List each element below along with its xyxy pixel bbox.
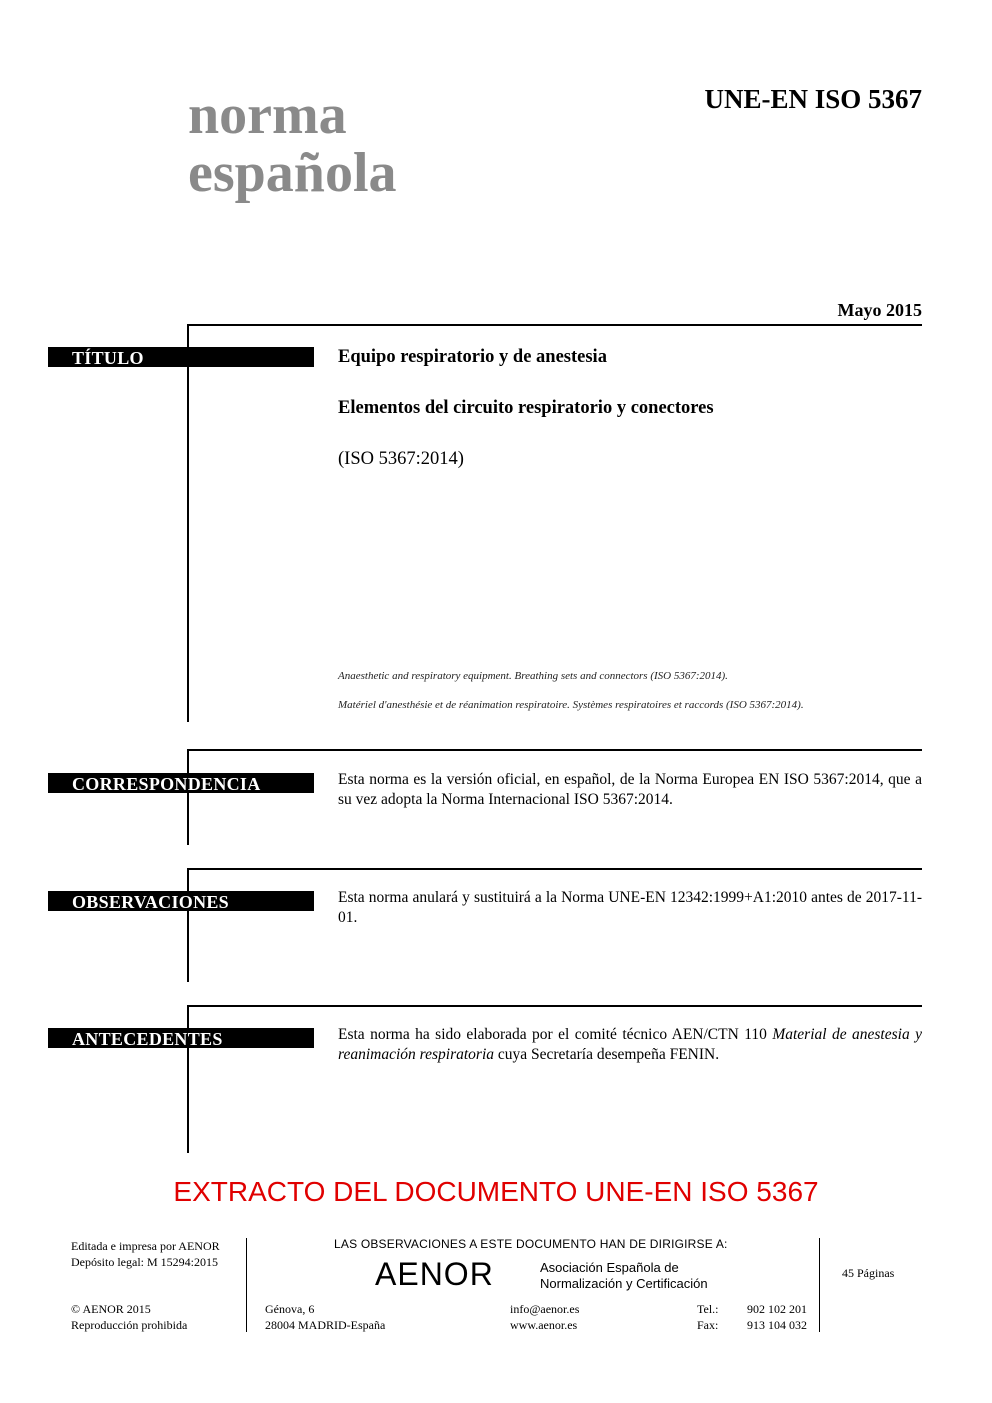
fax-label: Fax: [697,1318,719,1332]
section-vrule-observaciones [187,868,189,982]
footer-address [265,1301,385,1333]
observaciones-text: Esta norma anulará y sustituirá a la Norma UNE-EN 12342:1999+A1:2010 antes de 2017-11-01. [338,889,922,926]
label-correspondencia: CORRESPONDENCIA [48,773,314,793]
section-rule-observaciones [188,868,922,870]
section-rule-correspondencia [188,749,922,751]
footer-edited: Editada e impresa por AENOR [71,1239,220,1253]
tel-label: Tel.: [697,1302,719,1316]
french-title: Matériel d'anesthésie et de réanimation respiratoire. Systèmes respiratoires et raccords (ISO 5367:2014). [338,699,804,711]
footer-reproduction: Reproducción prohibida [71,1318,188,1332]
label-observaciones: OBSERVACIONES [48,891,314,911]
section-rule-titulo [188,324,922,326]
antecedentes-committee-name: Material de anestesia y reanimación respiratoria [338,1026,922,1063]
section-rule-antecedentes [188,1005,922,1007]
footer-rights [71,1301,187,1333]
tel-row [697,1301,807,1317]
antecedentes-text-pre: Esta norma ha sido elaborada por el comité técnico AEN/CTN 110 [338,1026,773,1043]
document-code: UNE-EN ISO 5367 [704,84,922,114]
iso-reference: (ISO 5367:2014) [338,449,464,469]
antecedentes-text [338,1025,922,1065]
correspondencia-text: Esta norma es la versión oficial, en español, de la Norma Europea EN ISO 5367:2014, que a su vez adopta la Norma Internacional ISO 5367:2014. [338,771,922,808]
footer-deposit: Depósito legal: M 15294:2015 [71,1255,218,1269]
title-line-2: Elementos del circuito respiratorio y conectores [338,398,714,418]
publication-date: Mayo 2015 [837,300,922,320]
section-vrule-titulo [187,324,189,722]
footer-copyright: © AENOR 2015 [71,1302,151,1316]
antecedentes-text-post: cuya Secretaría desempeña FENIN. [494,1046,720,1063]
footer-observations-header: LAS OBSERVACIONES A ESTE DOCUMENTO HAN DE DIRIGIRSE A: [334,1237,728,1251]
tel-number: 902 102 201 [747,1302,807,1316]
extract-banner: EXTRACTO DEL DOCUMENTO UNE-EN ISO 5367 [173,1176,819,1207]
assoc-line-2: Normalización y Certificación [540,1276,708,1291]
footer-contact-web [510,1301,579,1333]
aenor-logo: AENOR [375,1256,494,1292]
footer-divider-right [819,1238,820,1332]
fax-number: 913 104 032 [747,1318,807,1332]
footer-edition [71,1238,220,1270]
label-antecedentes: ANTECEDENTES [48,1028,314,1048]
footer-contact-phone [697,1301,807,1333]
title-line-1: Equipo respiratorio y de anestesia [338,347,607,367]
fax-row [697,1317,807,1333]
label-titulo: TÍTULO [48,347,314,367]
page-count: 45 Páginas [842,1266,895,1280]
address-street: Génova, 6 [265,1302,315,1316]
contact-website[interactable]: www.aenor.es [510,1318,578,1332]
english-title: Anaesthetic and respiratory equipment. Breathing sets and connectors (ISO 5367:2014). [338,670,728,682]
address-city: 28004 MADRID-España [265,1318,386,1332]
assoc-line-1: Asociación Española de [540,1260,679,1275]
brand-line-1: norma [188,84,347,146]
brand-line-2: española [188,142,397,204]
aenor-association [540,1260,708,1292]
contact-email[interactable]: info@aenor.es [510,1302,580,1316]
section-vrule-correspondencia [187,749,189,845]
footer-divider-left [246,1238,247,1332]
